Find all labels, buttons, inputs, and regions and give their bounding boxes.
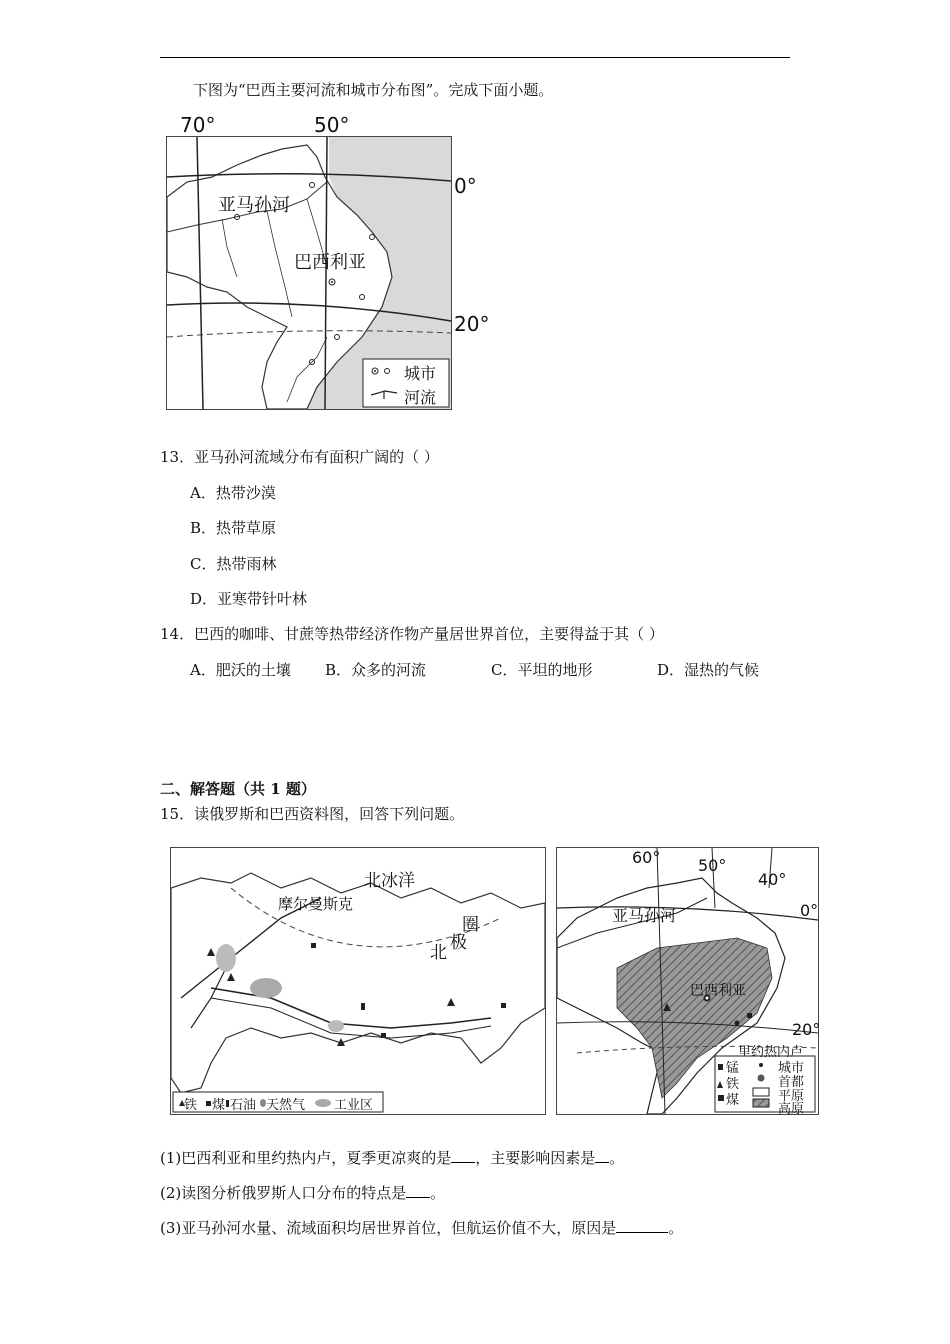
section2-title: 二、解答题（共 1 题）	[160, 780, 316, 798]
brazil2-rio-label: 里约热内卢	[738, 1045, 804, 1060]
brazil2-legend-iron: 铁	[726, 1077, 740, 1092]
q13-option-b: B．热带草原	[190, 519, 277, 537]
brazil2-lon-50: 50°	[698, 856, 727, 875]
sub-question-2: (2)读图分析俄罗斯人口分布的特点是 。	[160, 1184, 446, 1202]
brazil2-legend-city: 城市	[778, 1061, 805, 1076]
intro-text: 下图为“巴西主要河流和城市分布图”。完成下面小题。	[193, 81, 554, 99]
map1-lon-70: 70°	[180, 113, 216, 137]
q14-option-b: B．众多的河流	[325, 661, 427, 679]
brazil2-lon-40: 40°	[758, 870, 787, 889]
russia-legend-oil: 石油	[230, 1098, 257, 1113]
header-rule	[160, 57, 790, 58]
russia-legend-gas: 天然气	[266, 1098, 306, 1113]
map1-lat-20: 20°	[454, 312, 490, 336]
sub-question-3: (3)亚马孙河水量、流域面积均居世界首位，但航运价值不大，原因是 。	[160, 1219, 684, 1237]
brazil2-lat-0: 0°	[800, 901, 819, 920]
brazil2-lat-20: 20°	[792, 1020, 821, 1039]
q14-option-c: C．平坦的地形	[491, 661, 593, 679]
map1-legend-city: 城市	[404, 364, 437, 383]
q13-option-d: D．亚寒带针叶林	[190, 590, 308, 608]
map1-capital-label: 巴西利亚	[294, 252, 366, 273]
map1-lon-50: 50°	[314, 113, 350, 137]
answer-blank-1a[interactable]	[451, 1161, 475, 1163]
answer-blank-1b[interactable]	[595, 1161, 609, 1163]
answer-blank-2[interactable]	[406, 1196, 430, 1198]
russia-circle-3: 圈	[462, 915, 479, 935]
brazil2-legend-coal: 煤	[726, 1093, 740, 1108]
q13-option-c: C．热带雨林	[190, 555, 277, 573]
russia-legend-industry: 工业区	[334, 1098, 374, 1113]
brazil2-capital-label: 巴西利亚	[690, 983, 746, 999]
brazil2-river-label: 亚马孙河	[612, 906, 677, 925]
brazil2-lon-60: 60°	[632, 848, 661, 867]
russia-ocean-label: 北冰洋	[364, 871, 415, 891]
russia-legend-iron: 铁	[184, 1098, 198, 1113]
map-russia	[170, 847, 546, 1115]
russia-circle-1: 北	[430, 943, 447, 963]
q14-stem: 14．巴西的咖啡、甘蔗等热带经济作物产量居世界首位，主要得益于其（ ）	[160, 625, 664, 643]
q13-stem: 13．亚马孙河流域分布有面积广阔的（ ）	[160, 448, 439, 466]
brazil2-legend-capital: 首都	[778, 1075, 805, 1090]
sub-question-1: (1)巴西利亚和里约热内卢，夏季更凉爽的是 ，主要影响因素是 。	[160, 1149, 625, 1167]
map1-legend-river: 河流	[404, 388, 437, 407]
russia-circle-2: 极	[450, 933, 467, 953]
brazil2-legend-plateau: 高原	[778, 1102, 805, 1117]
russia-city-label: 摩尔曼斯克	[278, 895, 354, 913]
industry-area	[250, 978, 282, 998]
q13-option-a: A．热带沙漠	[190, 484, 276, 502]
map1-lat-0: 0°	[454, 174, 477, 198]
q14-option-a: A．肥沃的土壤	[190, 661, 291, 679]
brazil2-legend-plain: 平原	[778, 1089, 805, 1104]
q15-stem: 15．读俄罗斯和巴西资料图，回答下列问题。	[160, 805, 465, 823]
answer-blank-3[interactable]	[616, 1231, 668, 1233]
brazil2-legend-mn: 锰	[726, 1061, 740, 1076]
russia-legend-coal: 煤	[212, 1098, 226, 1113]
q14-option-d: D．湿热的气候	[657, 661, 760, 679]
map1-river-label: 亚马孙河	[218, 195, 290, 216]
